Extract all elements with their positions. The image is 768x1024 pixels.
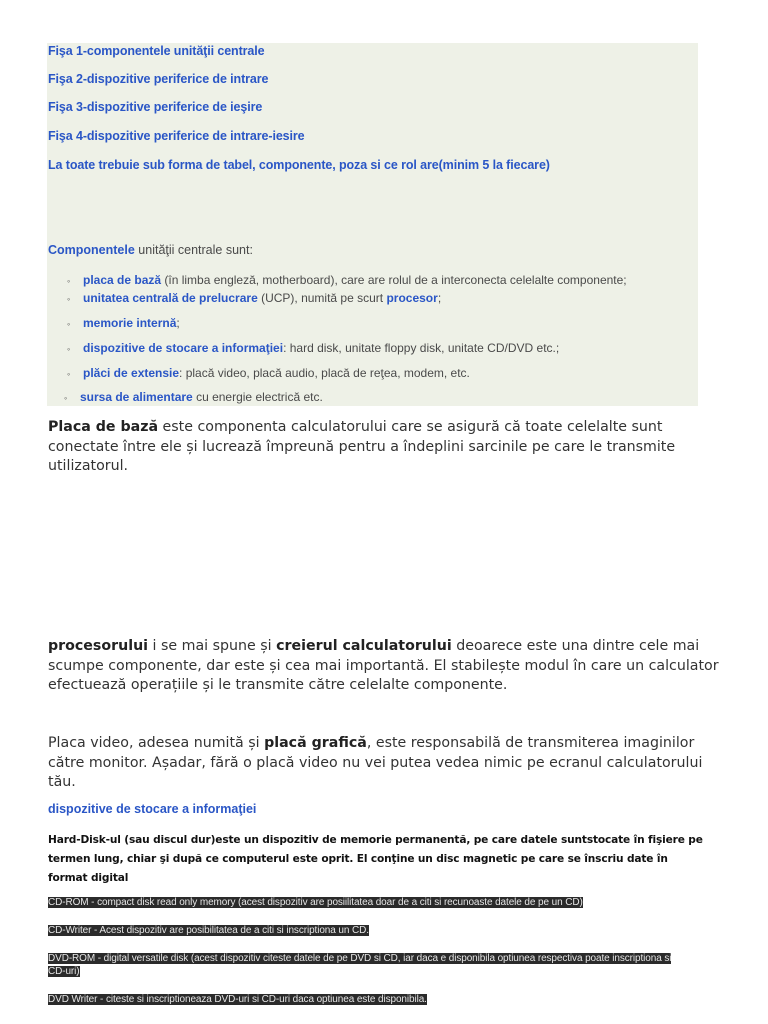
- fisa-2-title: Fişa 2-dispozitive periferice de intrare: [48, 72, 269, 86]
- drive-text: CD-Writer - Acest dispozitiv are posibilitatea de a citi si inscriptiona un CD.: [48, 925, 369, 936]
- bullet-icon: ◦: [67, 369, 71, 379]
- list-item-text: (UCP), numită pe scurt: [257, 291, 387, 305]
- drive-item-cdrom: [48, 897, 583, 910]
- list-item: [67, 290, 441, 307]
- components-intro: [48, 243, 253, 257]
- list-item-text: ;: [437, 291, 442, 305]
- components-intro-text: unităţii centrale sunt:: [134, 243, 253, 257]
- list-item-text: : placă video, placă audio, placă de reţea, modem, etc.: [179, 366, 470, 380]
- motherboard-paragraph: [48, 418, 728, 477]
- motherboard-text: este componenta calculatorului care se asigură că toate celelalte sunt conectate între ele și lucrează împreună pentru a îndeplini sarcinile pe care le transmite utilizatorul.: [48, 419, 676, 474]
- processor-bold: procesorului: [48, 638, 149, 654]
- bullet-icon: ◦: [67, 294, 71, 304]
- processor-text: i se mai spune și: [148, 638, 277, 654]
- list-item: [67, 340, 559, 357]
- drive-text: CD-ROM - compact disk read only memory (acest dispozitiv are posiilitatea doar de a citi si recunoaste datele de pe un CD): [48, 897, 583, 908]
- bullet-icon: ◦: [64, 393, 68, 403]
- components-intro-bold: Componentele: [48, 243, 135, 257]
- bullet-icon: ◦: [67, 344, 71, 354]
- video-card-text: Placa video, adesea numită și: [48, 735, 265, 751]
- storage-heading: dispozitive de stocare a informaţiei: [48, 802, 257, 816]
- list-item: [64, 389, 323, 406]
- drive-item-dvdwriter: [48, 994, 427, 1007]
- list-item: [67, 272, 627, 289]
- drive-item-cdwriter: [48, 925, 369, 938]
- drive-text: DVD Writer - citeste si inscriptioneaza DVD-uri si CD-uri daca optiunea este disponibila.: [48, 994, 427, 1005]
- processor-text: deoarece este una dintre cele mai scumpe componente, dar este și cea mai importantă. El stabilește modul în care un calculator efectuează operațiile și le transmite către celelalte componente.: [48, 638, 719, 693]
- video-card-text: , este responsabilă de transmiterea imaginilor către monitor. Așadar, fără o placă video nu vei putea vedea nimic pe ecranul calculatorului tău.: [48, 735, 703, 790]
- list-item-text: (în limba engleză, motherboard), care are rolul de a interconecta celelalte componente;: [161, 273, 627, 287]
- video-card-bold: placă grafică: [264, 735, 367, 751]
- hard-disk-paragraph: Hard-Disk-ul (sau discul dur)este un dispozitiv de memorie permanentă, pe care datele suntstocate în fişiere pe termen lung, chiar şi după ce computerul este oprit. El conţine un disc magnetic pe care se înscriu date în format digital: [48, 834, 703, 884]
- video-card-paragraph: [48, 734, 728, 793]
- processor-paragraph: [48, 637, 728, 696]
- list-item-bold: sursa de alimentare: [80, 390, 193, 404]
- bullet-icon: ◦: [67, 319, 71, 329]
- list-item-text: : hard disk, unitate floppy disk, unitate CD/DVD etc.;: [283, 341, 560, 355]
- fisa-3-title: Fişa 3-dispozitive periferice de ieşire: [48, 100, 263, 114]
- list-item: [67, 365, 470, 382]
- drive-item-dvdrom: [48, 953, 688, 978]
- list-item-bold: dispozitive de stocare a informaţiei: [83, 341, 284, 355]
- list-item-bold: placa de bază: [83, 273, 162, 287]
- list-item-bold: memorie internă: [83, 316, 177, 330]
- list-item-text: cu energie electrică etc.: [192, 390, 323, 404]
- list-item-text: ;: [176, 316, 180, 330]
- fisa-1-title: Fişa 1-componentele unităţii centrale: [48, 44, 265, 58]
- list-item: [67, 315, 180, 332]
- drive-text: DVD-ROM - digital versatile disk (acest dispozitiv citeste datele de pe DVD si CD, iar daca e disponibila optiunea respectiva poate inscriptiona si CD-uri): [48, 953, 672, 977]
- list-item-bold: procesor: [386, 291, 438, 305]
- instructions-text: La toate trebuie sub forma de tabel, componente, poza si ce rol are(minim 5 la fiecare): [48, 158, 550, 172]
- bullet-icon: ◦: [67, 276, 71, 286]
- list-item-bold: plăci de extensie: [83, 366, 180, 380]
- motherboard-bold: Placa de bază: [48, 419, 159, 435]
- processor-bold: creierul calculatorului: [276, 638, 452, 654]
- list-item-bold: unitatea centrală de prelucrare: [83, 291, 258, 305]
- fisa-4-title: Fişa 4-dispozitive periferice de intrare-iesire: [48, 129, 305, 143]
